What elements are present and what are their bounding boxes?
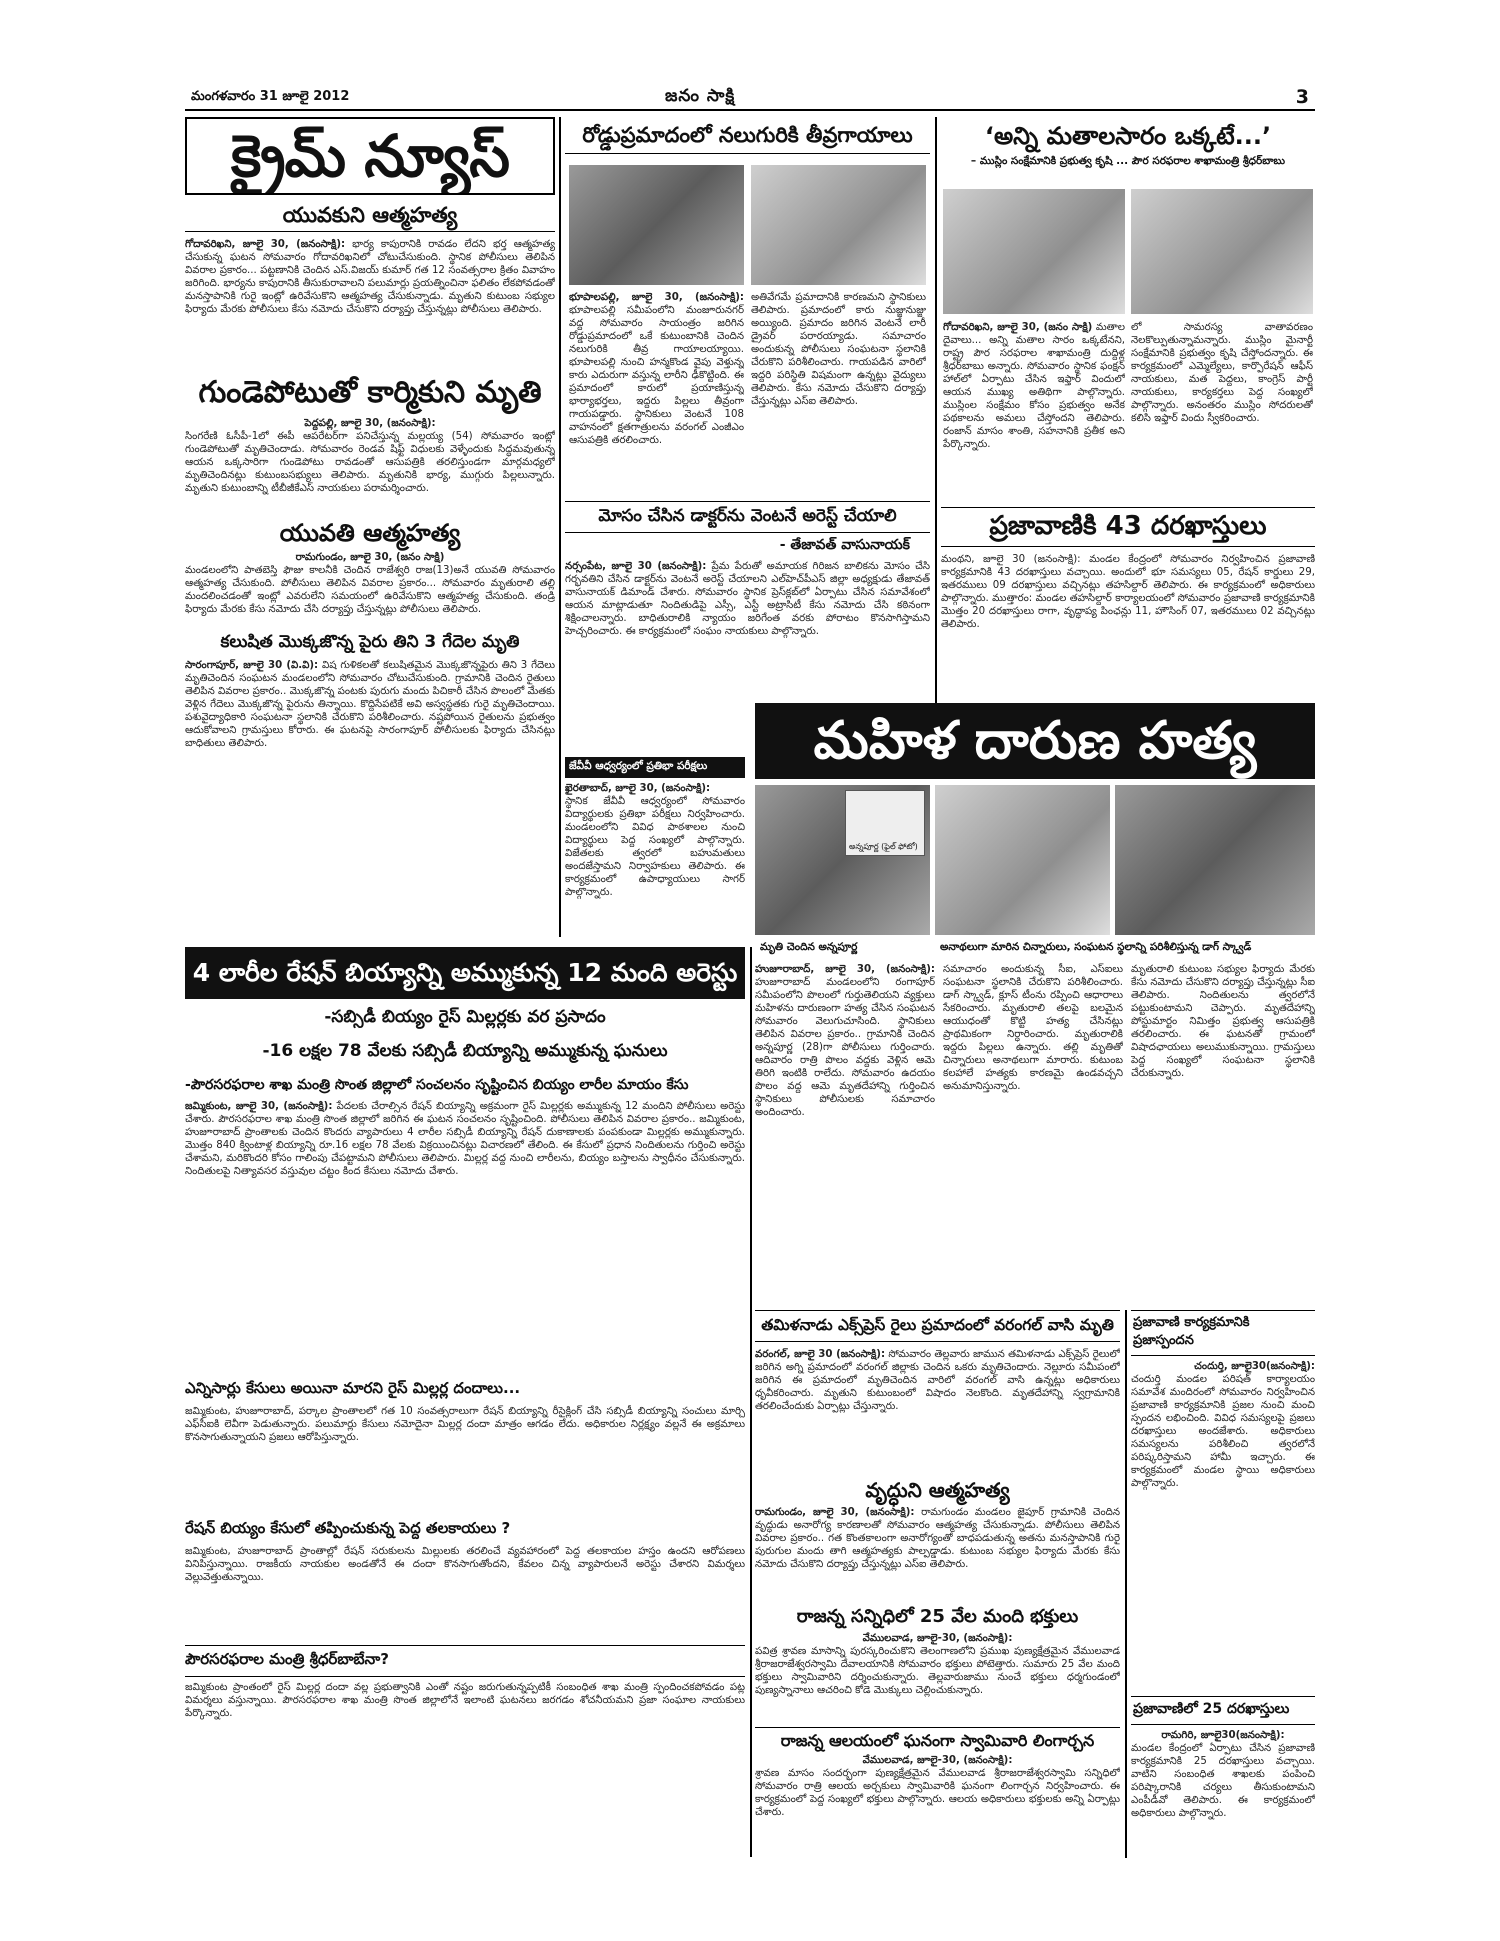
s4-title: కలుషిత మొక్కజొన్న పైరు తిని 3 గేదెల మృతి [220, 632, 520, 653]
crime-column [185, 201, 555, 1021]
doctor-title: మోసం చేసిన డాక్టర్‌ను వెంటనే అరెస్ట్ చేయాలి [565, 501, 930, 533]
rice-story [185, 1003, 745, 1858]
s1-title: యువకుని ఆత్మహత్య [185, 201, 555, 232]
rajanna-article: వేములవాడ, జూలై-30, (జనంసాక్షి): పవిత్ర శ్రావణ మాసాన్ని పురస్కరించుకొని తెలంగాణలోని ప్రముఖ పుణ్యక్షేత్రమైన వేములవాడ శ్రీరాజరాజేశ్వరస్వామి దేవాలయానికి సోమవారం భక్తులు పోటెత్తారు. సుమారు 25 వేల మంది భక్తులు స్వామివారిని దర్శించుకున్నారు. తెల్లవారుజాము నుంచే భక్తులు ధర్మగుండంలో పుణ్యస్నానాలు ఆచరించి కోడె మొక్కులు చెల్లించుకున్నారు. [755, 1632, 1120, 1696]
column-rule [559, 117, 561, 937]
religions-subtitle: – ముస్లిం సంక్షేమానికి ప్రభుత్వ కృషి ... పౌర సరఫరాల శాఖామంత్రి శ్రీధర్‌బాబు [970, 154, 1286, 167]
murder-article-col2: సమాచారం అందుకున్న సీఐ, ఎస్ఐలు సంఘటనా స్థలానికి చేరుకొని పరిశీలించారు. డాగ్ స్క్వాడ్, క్లూస్ టీంను రప్పించి ఆధారాలు సేకరించారు. మృతురాలి తలపై బలమైన ఆయుధంతో కొట్టి హత్య చేసినట్లు ప్రాథమికంగా నిర్ధారించారు. మృతురాలికి ఇద్దరు పిల్లలు ఉన్నారు. తల్లి మృతితో చిన్నారులు అనాథలుగా మారారు. కుటుంబ కలహాలే హత్యకు కారణమై ఉండవచ్చని అనుమానిస్తున్నారు. [943, 964, 1123, 1092]
religions-article-left: గోదావరిఖని, జూలై 30, (జనం సాక్షి) మతాల దైవాలు... అన్ని మతాల సారం ఒక్కటేనని, రాష్ట్ర పౌర సరఫరాల శాఖామంత్రి దుద్దిళ్ల శ్రీధర్‌బాబు అన్నారు. సోమవారం స్థానిక ఫంక్షన్ హాల్‌లో ఏర్పాటు చేసిన ఇఫ్తార్ విందులో ఆయన ముఖ్య అతిథిగా పాల్గొన్నారు. ముస్లింల సంక్షేమం కోసం ప్రభుత్వం అనేక పథకాలను అమలు చేస్తోందని తెలిపారు. రంజాన్ మాసం శాంతి, సహనానికి ప్రతీక అని పేర్కొన్నారు. [943, 322, 1125, 450]
dog-squad-photo [1115, 785, 1315, 935]
s3-title: యువతి ఆత్మహత్య [279, 518, 461, 547]
doctor-article: నర్సంపేట, జూలై 30 (జనంసాక్షి): ప్రేమ పేరుతో అమాయక గిరిజన బాలికను మోసం చేసి గర్భవతిని చేసిన డాక్టర్‌ను వెంటనే అరెస్ట్ చేయాలని ఎల్‌హెచ్‌పీఎస్ జిల్లా అధ్యక్షుడు తేజావత్ వాసునాయక్ డిమాండ్ చేశారు. సోమవారం స్థానిక ప్రెస్‌క్లబ్‌లో ఏర్పాటు చేసిన సమావేశంలో ఆయన మాట్లాడుతూ నిందితుడిపై ఎస్సీ, ఎస్టీ అట్రాసిటీ కేసు నమోదు చేసి కఠినంగా శిక్షించాలన్నారు. బాధితురాలికి న్యాయం జరిగేంత వరకు పోరాటం కొనసాగిస్తామని హెచ్చరించారు. ఈ కార్యక్రమంలో సంఘం నాయకులు పాల్గొన్నారు. [565, 560, 930, 637]
elder-title: వృద్ధుని ఆత్మహత్య [865, 1478, 1010, 1502]
rice-sub3: -పౌరసరఫరాల శాఖ మంత్రి సొంత జిల్లాలో సంచలనం సృష్టించిన బియ్యం లారీల మాయం కేసు [185, 1077, 689, 1093]
s4-article: సారంగాపూర్, జూలై 30 (వి.వి): విష గుళికలతో కలుషితమైన మొక్కజొన్నపైరు తిని 3 గేదెలు మృతిచెందిన సంఘటన మండలంలోని సోమవారం చోటుచేసుకుంది. గ్రామానికి చెందిన రైతులు తెలిపిన వివరాల ప్రకారం.. మొక్కజొన్న పంటకు పురుగు మందు పిచికారీ చేసిన పొలంలో మేతకు వెళ్లిన గేదెలు మొక్కజొన్న పైరును తిన్నాయి. కొద్దిసేపటికే అవి అస్వస్థతకు గురై మృతిచెందాయి. పశువైద్యాధికారి సంఘటనా స్థలానికి చేరుకొని పరిశీలించారు. నష్టపోయిన రైతులను ప్రభుత్వం ఆదుకోవాలని గ్రామస్తులు కోరారు. ఈ ఘటనపై సారంగాపూర్ పోలీసులకు ఫిర్యాదు చేసినట్లు బాధితులు తెలిపారు. [185, 659, 555, 749]
rice-sub2: -16 లక్షల 78 వేలకు సబ్సిడీ బియ్యాన్ని అమ్ముకున్న ఘనులు [262, 1041, 668, 1061]
rice-q1: ఎన్నిసార్లు కేసులు అయినా మారని రైస్ మిల్లర్ల దందాలు... [185, 1379, 521, 1397]
s2-title: గుండెపోటుతో కార్మికుని మృతి [198, 375, 542, 411]
crime-news-banner [185, 117, 555, 195]
response-title-2: ప్రజావాణిలో 25 దరఖాస్తులు [1131, 1696, 1315, 1725]
exam-story [565, 757, 745, 937]
injured-victim-photo [751, 165, 926, 285]
column-rule [935, 117, 937, 757]
lingarchana-title: రాజన్న ఆలయంలో ఘనంగా స్వామివారి లింగార్చన [755, 1727, 1120, 1754]
crime-news-title: క్రైమ్ న్యూస్ [231, 122, 509, 190]
response-title: ప్రజావాణి కార్యక్రమానికి ప్రజాస్పందన [1131, 1310, 1315, 1356]
lingarchana-story [755, 1727, 1120, 1857]
issue-date: మంగళవారం 31 జూలై 2012 [191, 89, 350, 104]
prajavani-43-story [941, 507, 1315, 697]
rice-q3: పౌరసరఫరాల మంత్రి శ్రీధర్‌బాబేనా? [185, 1645, 745, 1677]
elder-story [755, 1475, 1120, 1600]
children-caption: అనాథలుగా మారిన చిన్నారులు, సంఘటన స్థలాన్ని పరిశీలిస్తున్న డాగ్ స్క్వాడ్ [940, 941, 1252, 953]
rice-article-2: జమ్మికుంట, హుజూరాబాద్, పర్కాల ప్రాంతాలలో గత 10 సంవత్సరాలుగా రేషన్ బియ్యాన్ని రీసైక్లింగ్ చేసి సబ్సిడీ బియ్యాన్ని సంచులు మార్చి ఎఫ్‌సీఐకి లెవీగా పెడుతున్నారు. పలుమార్లు కేసులు నమోదైనా మిల్లర్ల దందా మాత్రం ఆగడం లేదు. అధికారుల నిర్లక్ష్యం వల్లనే ఈ అక్రమాలు కొనసాగుతున్నాయని ప్రజలు ఆరోపిస్తున్నారు. [185, 1406, 745, 1443]
exam-article: ఖైరతాబాద్, జూలై 30, (జనంసాక్షి): స్థానిక జేవీవీ ఆధ్వర్యంలో సోమవారం విద్యార్థులకు ప్రతిభా పరీక్షలు నిర్వహించారు. మండలంలోని వివిధ పాఠశాలల నుంచి విద్యార్థులు పెద్ద సంఖ్యలో పాల్గొన్నారు. విజేతలకు త్వరలో బహుమతులు అందజేస్తామని నిర్వాహకులు తెలిపారు. ఈ కార్యక్రమంలో ఉపాధ్యాయులు సాగర్ పాల్గొన్నారు. [565, 783, 745, 898]
rajanna-story [755, 1603, 1120, 1723]
prajavani-43-article: మంథని, జూలై 30 (జనంసాక్షి): మండల కేంద్రంలో సోమవారం నిర్వహించిన ప్రజావాణి కార్యక్రమానికి 43 దరఖాస్తులు వచ్చాయి. అందులో భూ సమస్యలు 05, రేషన్ కార్డులు 29, ఇతరములు 09 దరఖాస్తులు వచ్చినట్లు తహసిల్దార్ తెలిపారు. ఈ కార్యక్రమంలో అధికారులు పాల్గొన్నారు. ముత్తారం: మండల తహసిల్దార్ కార్యాలయంలో సోమవారం ప్రజావాణి కార్యక్రమానికి మొత్తం 20 దరఖాస్తులు రాగా, వృద్ధాప్య పింఛన్లు 11, హౌసింగ్ 07, ఇతరములు 02 వచ్చినట్లు తెలిపారు. [941, 553, 1315, 630]
religions-title: ‘అన్ని మతాలసారం ఒక్కటే...’ [984, 122, 1272, 150]
masthead [185, 85, 1315, 111]
prajavani-43-title: ప్రజావాణికి 43 దరఖాస్తులు [941, 507, 1315, 547]
response-article: చందుర్తి, జూలై30(జనంసాక్షి): చందుర్తి మండల పరిషత్ కార్యాలయం సమావేశ మందిరంలో సోమవారం నిర్వహించిన ప్రజావాణి కార్యక్రమానికి ప్రజల నుంచి మంచి స్పందన లభించింది. వివిధ సమస్యలపై ప్రజలు దరఖాస్తులు అందజేశారు. అధికారులు సమస్యలను పరిశీలించి త్వరలోనే పరిష్కరిస్తామని హామీ ఇచ్చారు. ఈ కార్యక్రమంలో మండల స్థాయి అధికారులు పాల్గొన్నారు. [1131, 1361, 1315, 1489]
religions-story [941, 117, 1315, 502]
response-story [1131, 1310, 1315, 1858]
children-photo [935, 785, 1110, 935]
accident-car-photo [569, 165, 744, 285]
response-article-2: రామగిరి, జూలై30(జనంసాక్షి): మండల కేంద్రంలో ఏర్పాటు చేసిన ప్రజావాణి కార్యక్రమానికి 25 దరఖాస్తులు వచ్చాయి. వాటిని సంబంధిత శాఖలకు పంపించి పరిష్కారానికి చర్యలు తీసుకుంటామని ఎంపీడీవో తెలిపారు. ఈ కార్యక్రమంలో అధికారులు పాల్గొన్నారు. [1131, 1730, 1315, 1819]
lingarchana-article: వేములవాడ, జూలై-30, (జనంసాక్షి): శ్రావణ మాసం సందర్భంగా పుణ్యక్షేత్రమైన వేములవాడ శ్రీరాజరాజేశ్వరస్వామి సన్నిధిలో సోమవారం రాత్రి ఆలయ అర్చకులు స్వామివారికి ఘనంగా లింగార్చన నిర్వహించారు. ఈ కార్యక్రమంలో పెద్ద సంఖ్యలో భక్తులు పాల్గొన్నారు. ఆలయ అధికారులు భక్తులకు అన్ని ఏర్పాట్లు చేశారు. [755, 1755, 1120, 1819]
iftar-photo-right [1131, 189, 1313, 314]
rice-banner [185, 947, 745, 999]
s2-article: పెద్దపల్లి, జూలై 30, (జనంసాక్షి): సింగరేణి ఓసీపీ-1లో ఈపీ ఆపరేటర్‌గా పనిచేస్తున్న మల్లయ్య (54) సోమవారం ఇంట్లో గుండెపోటుతో మృతిచెందాడు. సోమవారం రెండవ షిఫ్ట్ విధులకు వెళ్ళేందుకు సిద్ధమవుతున్న ఆయన ఒక్కసారిగా గుండెపోటు రావడంతో ఆసుపత్రికి తరలిస్తుండగా మార్గమధ్యలో మృతిచెందినట్లు కుటుంబసభ్యులు తెలిపారు. మృతునికి భార్య, ముగ్గురు పిల్లలున్నారు. మృతుని కుటుంబాన్ని టీబీజీకేఎస్ నాయకులు పరామర్శించారు. [185, 417, 555, 494]
victim-file-photo-label: అన్నపూర్ణ (ఫైల్ ఫోటో) [849, 842, 918, 851]
iftar-photo-left [943, 189, 1125, 314]
train-title: తమిళనాడు ఎక్స్‌ప్రెస్ రైలు ప్రమాదంలో వరంగల్ వాసి మృతి [755, 1310, 1120, 1342]
murder-article-col3: మృతురాలి కుటుంబ సభ్యుల ఫిర్యాదు మేరకు కేసు నమోదు చేసుకొని దర్యాప్తు చేస్తున్నట్లు సీఐ తెలిపారు. నిందితులను త్వరలోనే పట్టుకుంటామని చెప్పారు. మృతదేహాన్ని పోస్టుమార్టం నిమిత్తం ప్రభుత్వ ఆసుపత్రికి తరలించారు. ఈ ఘటనతో గ్రామంలో విషాదఛాయలు అలుముకున్నాయి. గ్రామస్తులు పెద్ద సంఖ్యలో సంఘటనా స్థలానికి చేరుకున్నారు. [1131, 964, 1315, 1079]
road-title: రోడ్డుప్రమాదంలో నలుగురికి తీవ్రగాయాలు [565, 117, 930, 154]
page-number: 3 [1295, 86, 1309, 108]
train-article: వరంగల్, జూలై 30 (జనంసాక్షి): సోమవారం తెల్లవారు జామున తమిళనాడు ఎక్స్‌ప్రెస్ రైలులో జరిగిన అగ్ని ప్రమాదంలో వరంగల్ జిల్లాకు చెందిన ఒకరు మృతిచెందారు. నెల్లూరు సమీపంలో జరిగిన ఈ ప్రమాదంలో మృతిచెందిన వారిలో వరంగల్ వాసి ఉన్నట్లు అధికారులు ధృవీకరించారు. మృతుని కుటుంబంలో విషాదం నెలకొంది. మృతదేహాన్ని స్వగ్రామానికి తరలించేందుకు ఏర్పాట్లు చేస్తున్నారు. [755, 1348, 1120, 1412]
rice-article-4: జమ్మికుంట ప్రాంతంలో రైస్ మిల్లర్ల దందా వల్ల ప్రభుత్వానికి ఎంతో నష్టం జరుగుతున్నప్పటికీ సంబంధిత శాఖ మంత్రి స్పందించకపోవడం పట్ల విమర్శలు వస్తున్నాయి. పౌరసరఫరాల శాఖ మంత్రి సొంత జిల్లాలోనే ఇలాంటి ఘటనలు జరగడం శోచనీయమని ప్రజా సంఘాల నాయకులు పేర్కొన్నారు. [185, 1682, 745, 1719]
rice-article-1: జమ్మికుంట, జూలై 30, (జనంసాక్షి): పేదలకు చేరాల్సిన రేషన్ బియ్యాన్ని అక్రమంగా రైస్ మిల్లర్లకు అమ్ముకున్న 12 మందిని పోలీసులు అరెస్టు చేశారు. పౌరసరఫరాల శాఖ మంత్రి సొంత జిల్లాలో జరిగిన ఈ ఘటన సంచలనం సృష్టించింది. పోలీసులు తెలిపిన వివరాల ప్రకారం.. జమ్మికుంట, హుజూరాబాద్ ప్రాంతాలకు చెందిన కొందరు వ్యాపారులు 4 లారీల సబ్సిడీ బియ్యాన్ని రేషన్ దుకాణాలకు పంపకుండా మిల్లర్లకు అమ్ముకున్నారు. మొత్తం 840 క్వింటాళ్ల బియ్యాన్ని రూ.16 లక్షల 78 వేలకు విక్రయించినట్లు విచారణలో తేలింది. ఈ కేసులో ప్రధాన నిందితులను గుర్తించి అరెస్టు చేశామని, మరికొందరి కోసం గాలింపు చేపట్టామని పోలీసులు తెలిపారు. మిల్లర్ల వద్ద నుంచి లారీలను, బియ్యం బస్తాలను స్వాధీనం చేసుకున్నారు. నిందితులపై నిత్యావసర వస్తువుల చట్టం కింద కేసులు నమోదు చేశారు. [185, 1101, 745, 1177]
religions-article-right: లో సామరస్య వాతావరణం నెలకొల్పుతున్నామన్నారు. ముస్లిం మైనార్టీ సంక్షేమానికి ప్రభుత్వం కృషి చేస్తోందన్నారు. ఈ కార్యక్రమంలో ఎమ్మెల్యేలు, కార్పొరేషన్ ఆఫీస్ నాయకులు, మత పెద్దలు, కాంగ్రెస్ పార్టీ నాయకులు, కార్యకర్తలు పెద్ద సంఖ్యలో పాల్గొన్నారు. అనంతరం ముస్లిం సోదరులతో కలిసి ఇఫ్తార్ విందు స్వీకరించారు. [1131, 322, 1313, 424]
murder-title: మహిళ దారుణ హత్య [813, 711, 1257, 771]
column-rule [1125, 1310, 1127, 1858]
rice-article-3: జమ్మికుంట, హుజూరాబాద్ ప్రాంతాల్లో రేషన్ సరుకులను మిల్లులకు తరలించే వ్యవహారంలో పెద్ద తలకాయల హస్తం ఉందని ఆరోపణలు వినిపిస్తున్నాయి. రాజకీయ నాయకుల అండతోనే ఈ దందా కొనసాగుతోందని, కేవలం చిన్న వ్యాపారులనే అరెస్టు చేశారని విమర్శలు వెల్లువెత్తుతున్నాయి. [185, 1546, 745, 1583]
road-accident-story [565, 117, 930, 497]
rice-q2: రేషన్ బియ్యం కేసులో తప్పించుకున్న పెద్ద తలకాయలు ? [185, 1519, 511, 1537]
newspaper-page [185, 85, 1315, 1875]
road-article-right: అతివేగమే ప్రమాదానికి కారణమని స్థానికులు తెలిపారు. ప్రమాదంలో కారు నుజ్జునుజ్జు అయ్యింది. ప్రమాదం జరిగిన వెంటనే లారీ డ్రైవర్ పరారయ్యాడు. సమాచారం అందుకున్న పోలీసులు సంఘటనా స్థలానికి చేరుకొని పరిశీలించారు. గాయపడిన వారిలో ఇద్దరి పరిస్థితి విషమంగా ఉన్నట్లు వైద్యులు తెలిపారు. కేసు నమోదు చేసుకొని దర్యాప్తు చేస్తున్నట్లు ఎస్ఐ తెలిపారు. [751, 292, 926, 407]
column-rule [750, 947, 752, 1857]
train-story [755, 1310, 1120, 1470]
elder-article: రామగుండం, జూలై 30, (జనంసాక్షి): రామగుండం మండలం జైపూర్ గ్రామానికి చెందిన వృద్ధుడు అనారోగ్య కారణాలతో సోమవారం ఆత్మహత్య చేసుకున్నాడు. పోలీసులు తెలిపిన వివరాల ప్రకారం.. గత కొంతకాలంగా అనారోగ్యంతో బాధపడుతున్న అతను మనస్తాపానికి గురై పురుగుల మందు తాగి ఆత్మహత్యకు పాల్పడ్డాడు. కుటుంబ సభ్యుల ఫిర్యాదు మేరకు కేసు నమోదు చేసుకొని దర్యాప్తు చేస్తున్నట్లు ఎస్ఐ తెలిపారు. [755, 1507, 1120, 1570]
road-article-left: భూపాలపల్లి, జూలై 30, (జనంసాక్షి): భూపాలపల్లి సమీపంలోని మంజూరునగర్ వద్ద సోమవారం సాయంత్రం జరిగిన రోడ్డుప్రమాదంలో ఒకే కుటుంబానికి చెందిన నలుగురికి తీవ్ర గాయాలయ్యాయి. భూపాలపల్లి నుంచి హన్మకొండ వైపు వెళ్తున్న కారు ఎదురుగా వస్తున్న లారీని ఢీకొట్టింది. ఈ ప్రమాదంలో కారులో ప్రయాణిస్తున్న భార్యాభర్తలు, ఇద్దరు పిల్లలు తీవ్రంగా గాయపడ్డారు. స్థానికులు వెంటనే 108 వాహనంలో క్షతగాత్రులను వరంగల్ ఎంజీఎం ఆసుపత్రికి తరలించారు. [569, 292, 744, 446]
doctor-byline: - తేజావత్ వాసునాయక్ [779, 536, 910, 553]
victim-file-photo [845, 790, 925, 856]
victim-caption: మృతి చెందిన అన్నపూర్ణ [760, 941, 858, 953]
rajanna-title: రాజన్న సన్నిధిలో 25 వేల మంది భక్తులు [796, 1606, 1079, 1627]
rice-sub1: -సబ్సిడీ బియ్యం రైస్ మిల్లర్లకు వర ప్రసాదం [324, 1007, 606, 1027]
rice-title: 4 లారీల రేషన్ బియ్యాన్ని అమ్ముకున్న 12 మంది అరెస్టు [192, 958, 738, 987]
s1-article: గోదావరిఖని, జూలై 30, (జనంసాక్షి): భార్య కాపురానికి రావడం లేదని భర్త ఆత్మహత్య చేసుకున్న ఘటన సోమవారం గోదావరిఖనిలో చోటుచేసుకుంది. స్థానిక పోలీసులు తెలిపిన వివరాల ప్రకారం... పట్టణానికి చెందిన ఎస్.విజయ్ కుమార్ గత 12 సంవత్సరాల క్రితం వివాహం జరిగింది. భార్యను కాపురానికి తీసుకురావాలని పలుమార్లు ప్రయత్నించినా ఫలితం లేకపోవడంతో మనస్తాపానికి గురై ఇంట్లో ఉరివేసుకొని ఆత్మహత్య చేసుకున్నాడు. మృతుని కుటుంబ సభ్యుల ఫిర్యాదు మేరకు పోలీసులు కేసు నమోదు చేసుకొని దర్యాప్తు చేస్తున్నట్లు పోలీసులు తెలిపారు. [185, 239, 555, 316]
s3-article: రామగుండం, జూలై 30, (జనం సాక్షి) మండలంలోని పాతబెస్తి ఫౌజు కాలనీకి చెందిన రాజేశ్వరి రాజ(13)అనే యువతి సోమవారం ఆత్మహత్య చేసుకుంది. పోలీసులు తెలిపిన వివరాల ప్రకారం... సోమవారం మృతురాలి తల్లి మందలించడంతో ఇంట్లో ఎవరులేని సమయంలో ఉరివేసుకొని ఆత్మహత్య చేసుకుంది. తండ్రి ఫిర్యాదు మేరకు కేసు నమోదు చేసి దర్యాప్తు చేస్తున్నట్లు పోలీసులు తెలిపారు. [185, 552, 555, 616]
murder-banner [755, 703, 1315, 779]
murder-article-col1: హుజూరాబాద్, జూలై 30, (జనంసాక్షి): హుజూరాబాద్ మండలంలోని రంగాపూర్ సమీపంలోని పొలంలో గుర్తుతెలియని వ్యక్తులు మహిళను దారుణంగా హత్య చేసిన సంఘటన సోమవారం వెలుగుచూసింది. స్థానికులు తెలిపిన వివరాల ప్రకారం.. గ్రామానికి చెందిన అన్నపూర్ణ (28)గా పోలీసులు గుర్తించారు. ఆదివారం రాత్రి పొలం వద్దకు వెళ్లిన ఆమె తిరిగి ఇంటికి రాలేదు. సోమవారం ఉదయం పొలం వద్ద ఆమె మృతదేహాన్ని గుర్తించిన స్థానికులు పోలీసులకు సమాచారం అందించారు. [755, 964, 935, 1118]
newspaper-logo: జనం సాక్షి [665, 86, 736, 106]
exam-label: జేవీవీ ఆధ్వర్యంలో ప్రతిభా పరీక్షలు [565, 757, 745, 778]
